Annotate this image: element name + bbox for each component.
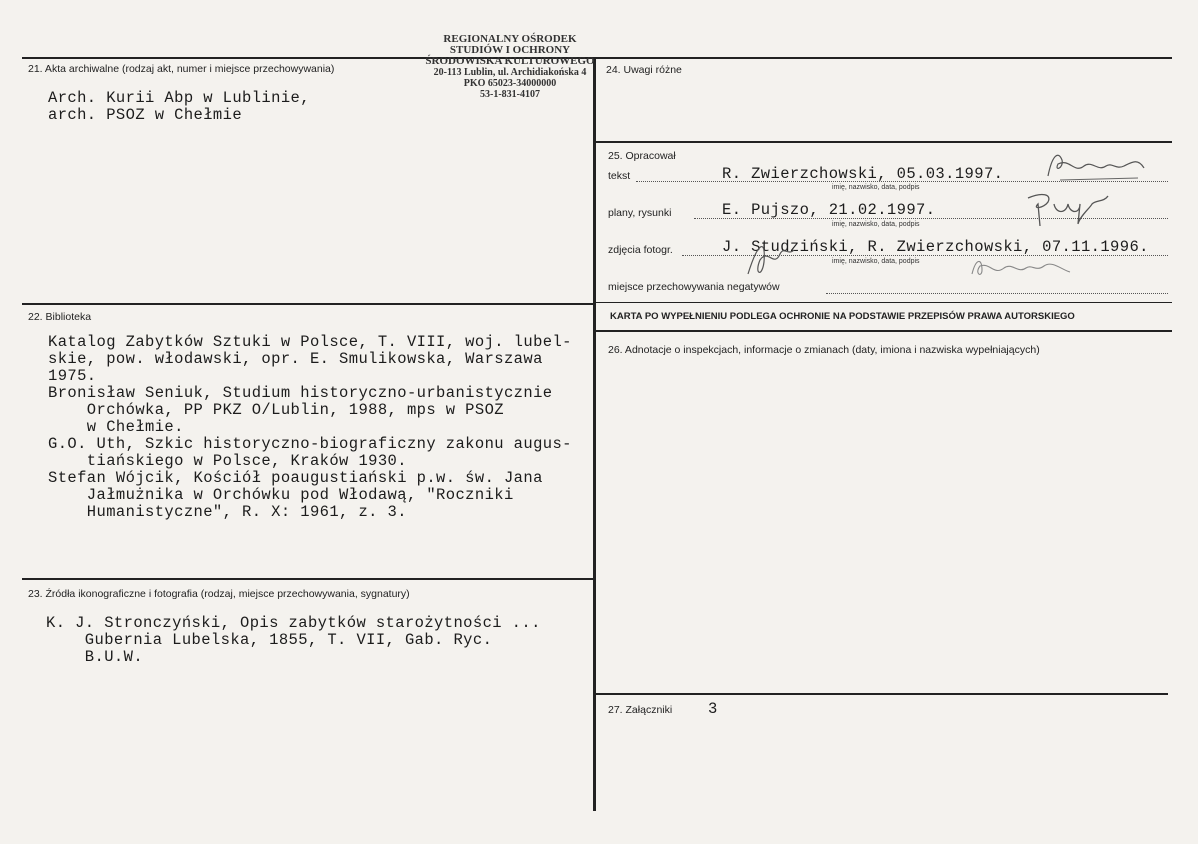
section-22-label: 22. Biblioteka bbox=[28, 311, 92, 323]
section-23-label: 23. Źródła ikonograficzne i fotografia (rodzaj, miejsce przechowywania, sygnatury) bbox=[28, 588, 410, 600]
stamp-line: 20-113 Lublin, ul. Archidiakońska 4 bbox=[433, 67, 587, 78]
section-22-line: Katalog Zabytków Sztuki w Polsce, T. VIII, woj. lubel- bbox=[48, 333, 572, 351]
stamp-line: ŚRODOWISKA KULTUROWEGO bbox=[425, 55, 595, 67]
plany-row-label: plany, rysunki bbox=[608, 207, 672, 219]
signature-plany bbox=[1018, 186, 1118, 230]
section-22-line: w Chełmie. bbox=[48, 418, 184, 436]
stamp-line: REGIONALNY OŚRODEK bbox=[443, 33, 577, 45]
plany-row-value: E. Pujszo, 21.02.1997. bbox=[722, 201, 936, 219]
tekst-row-label: tekst bbox=[608, 170, 631, 182]
section-27-label: 27. Załączniki bbox=[608, 704, 673, 716]
section-21-label: 21. Akta archiwalne (rodzaj akt, numer i miejsce przechowywania) bbox=[28, 63, 335, 75]
negatives-line bbox=[826, 293, 1168, 294]
plany-row-hint: imię, nazwisko, data, podpis bbox=[832, 221, 920, 228]
section-22-line: Humanistyczne", R. X: 1961, z. 3. bbox=[48, 503, 407, 521]
copyright-notice: KARTA PO WYPEŁNIENIU PODLEGA OCHRONIE NA PODSTAWIE PRZEPISÓW PRAWA AUTORSKIEGO bbox=[610, 311, 1075, 322]
section-22-line: Stefan Wójcik, Kościół poaugustiański p.w. św. Jana bbox=[48, 469, 543, 487]
section-22-line: Bronisław Seniuk, Studium historyczno-urbanistycznie bbox=[48, 384, 553, 402]
stamp-line: PKO 65023-34000000 bbox=[463, 78, 557, 89]
zdjecia-row-value: J. Studziński, R. Zwierzchowski, 07.11.1996. bbox=[722, 238, 1149, 256]
rule-25-notice bbox=[595, 302, 1172, 303]
section-22-line: G.O. Uth, Szkic historyczno-biograficzny zakonu augus- bbox=[48, 435, 572, 453]
zdjecia-row-label: zdjęcia fotogr. bbox=[608, 244, 673, 256]
section-22-line: tiańskiego w Polsce, Kraków 1930. bbox=[48, 452, 407, 470]
section-26-label: 26. Adnotacje o inspekcjach, informacje o zmianach (daty, imiona i nazwiska wypełniających) bbox=[608, 344, 1040, 356]
rule-notice-26 bbox=[595, 330, 1172, 332]
negatives-label: miejsce przechowywania negatywów bbox=[608, 281, 780, 293]
center-divider bbox=[593, 57, 596, 811]
institution-stamp bbox=[410, 34, 610, 100]
section-21-line: Arch. Kurii Abp w Lublinie, bbox=[48, 89, 310, 107]
section-23-line: K. J. Stronczyński, Opis zabytków starożytności ... bbox=[46, 614, 541, 632]
tekst-row-value: R. Zwierzchowski, 05.03.1997. bbox=[722, 165, 1004, 183]
signature-zdjecia-1 bbox=[738, 234, 798, 284]
rule-22-23 bbox=[22, 578, 595, 580]
stamp-line: 53-1-831-4107 bbox=[480, 89, 540, 100]
rule-26-27 bbox=[595, 693, 1168, 695]
zdjecia-row-hint: imię, nazwisko, data, podpis bbox=[832, 258, 920, 265]
rule-21-22 bbox=[22, 303, 595, 305]
signature-zdjecia-2 bbox=[966, 252, 1076, 282]
section-22-line: 1975. bbox=[48, 367, 97, 385]
stamp-line: STUDIÓW I OCHRONY bbox=[449, 44, 571, 56]
rule-24-25 bbox=[595, 141, 1172, 143]
section-22-line: skie, pow. włodawski, opr. E. Smulikowska, Warszawa bbox=[48, 350, 543, 368]
signature-tekst bbox=[1040, 146, 1150, 186]
section-22-line: Jałmużnika w Orchówku pod Włodawą, "Roczniki bbox=[48, 486, 514, 504]
tekst-row-hint: imię, nazwisko, data, podpis bbox=[832, 184, 920, 191]
section-21-line: arch. PSOZ w Chełmie bbox=[48, 106, 243, 124]
section-24-label: 24. Uwagi różne bbox=[606, 64, 682, 76]
section-23-line: Gubernia Lubelska, 1855, T. VII, Gab. Ryc. bbox=[46, 631, 493, 649]
section-22-line: Orchówka, PP PKZ O/Lublin, 1988, mps w PSOZ bbox=[48, 401, 504, 419]
section-25-label: 25. Opracował bbox=[608, 150, 676, 162]
section-23-line: B.U.W. bbox=[46, 648, 144, 666]
section-27-value: 3 bbox=[708, 700, 718, 718]
